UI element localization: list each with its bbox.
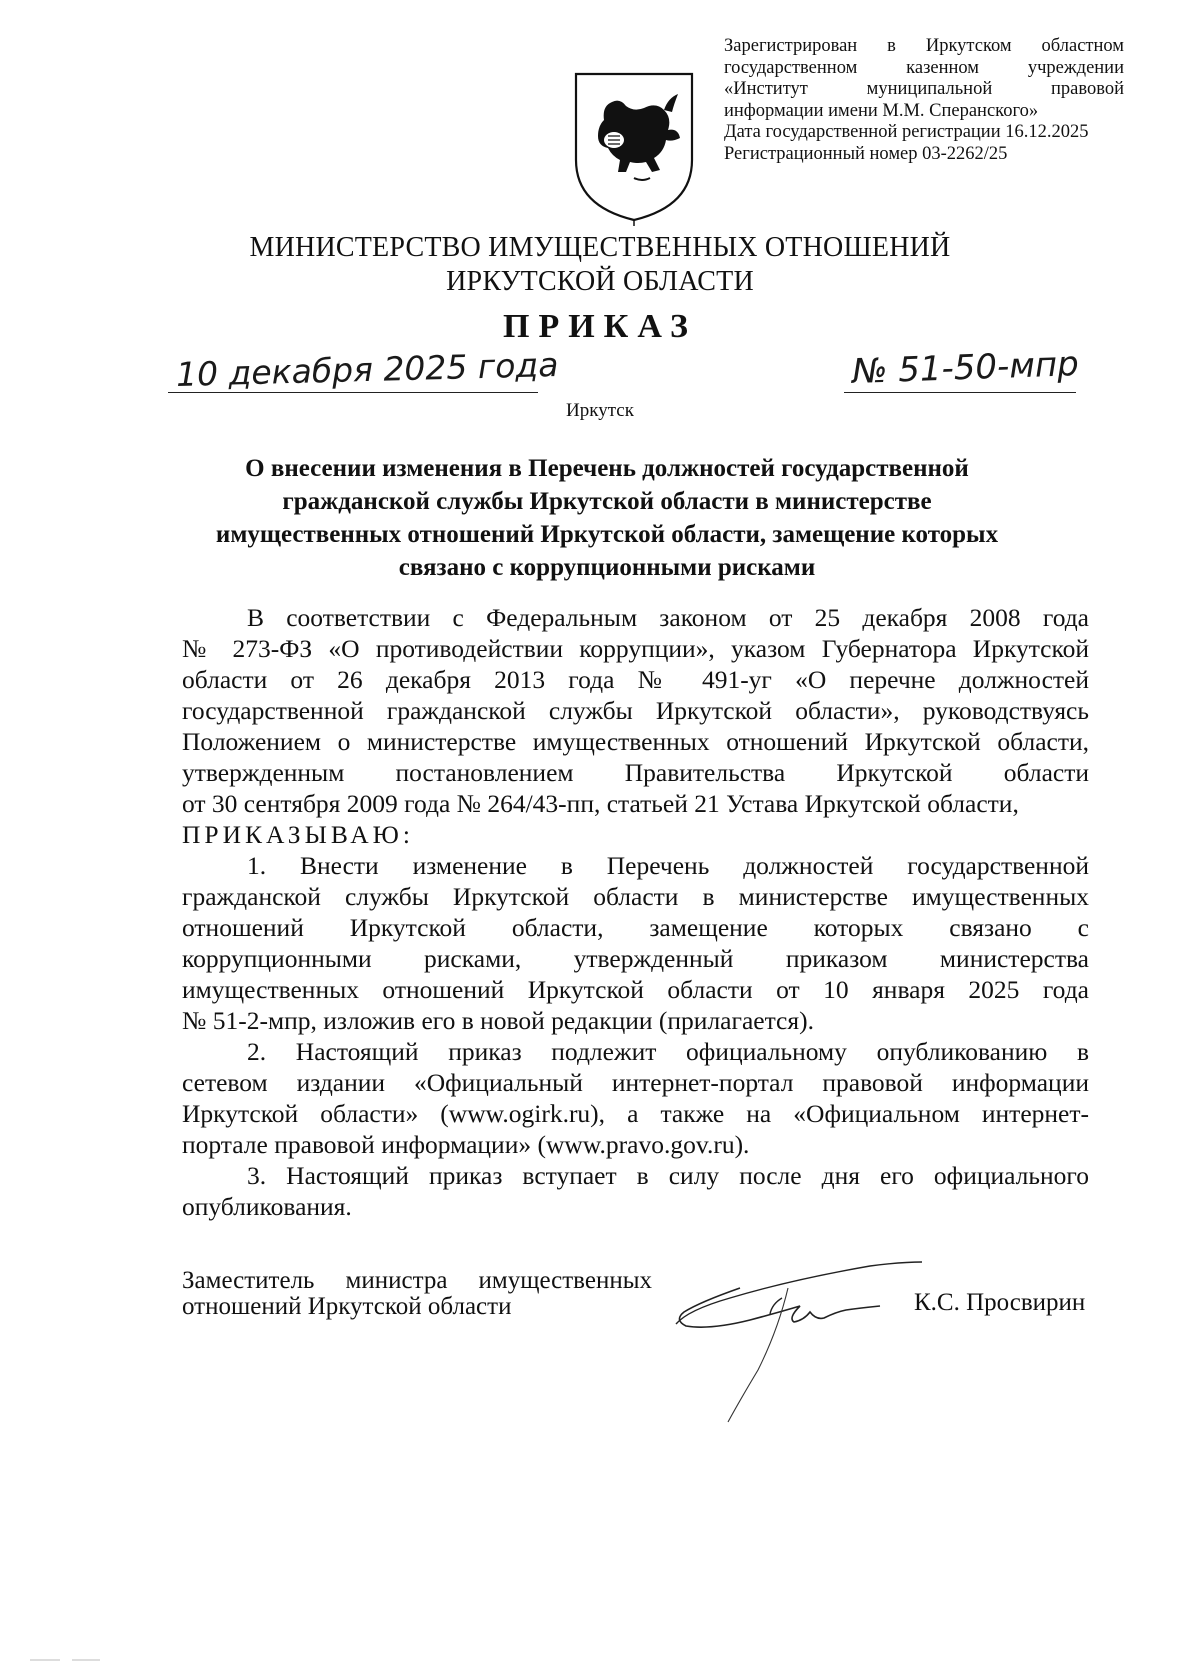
subject-line: О внесении изменения в Перечень должностей государственной (245, 455, 969, 482)
subject-line: гражданской службы Иркутской области в министерстве (282, 488, 932, 515)
item1-line: отношений Иркутской области, замещение которых связано с (182, 913, 1089, 942)
date-underline (168, 392, 538, 393)
order-word: ПРИКАЗЫВАЮ: (182, 820, 414, 849)
handwritten-date: 10 декабря 2025 года (175, 345, 559, 394)
item1-line: гражданской службы Иркутской области в министерстве имущественных (182, 882, 1089, 911)
item3-line: опубликования. (182, 1192, 352, 1221)
handwritten-signature-icon (670, 1240, 970, 1440)
ministry-name-line1: МИНИСТЕРСТВО ИМУЩЕСТВЕННЫХ ОТНОШЕНИЙ (249, 232, 951, 263)
handwritten-number: № 51-50-мпр (851, 344, 1080, 392)
item2-line: 2. Настоящий приказ подлежит официальному опубликованию в (247, 1037, 1089, 1066)
position-line: отношений Иркутской области (182, 1293, 512, 1320)
item1-line: имущественных отношений Иркутской области от 10 января 2025 года (182, 975, 1089, 1004)
item2-line: портале правовой информации» (www.pravo.gov.ru). (182, 1130, 750, 1159)
signatory-name: К.С. Просвирин (914, 1289, 1086, 1316)
item3-line: 3. Настоящий приказ вступает в силу после дня его официального (247, 1161, 1089, 1190)
item2-line: сетевом издании «Официальный интернет-портал правовой информации (182, 1068, 1089, 1097)
document-type-title: ПРИКАЗ (503, 308, 697, 345)
preamble-line: утвержденным постановлением Правительства Иркутской области (182, 758, 1089, 787)
item1-line: 1. Внести изменение в Перечень должностей государственной (247, 851, 1089, 880)
preamble-line: Положением о министерстве имущественных отношений Иркутской области, (182, 727, 1089, 756)
preamble-line: области от 26 декабря 2013 года № 491-уг «О перечне должностей (182, 665, 1089, 694)
ministry-name-line2: ИРКУТСКОЙ ОБЛАСТИ (446, 266, 754, 297)
preamble-line: государственной гражданской службы Иркутской области», руководствуясь (182, 696, 1089, 725)
registration-line: «Институт муниципальной правовой (724, 79, 1124, 99)
registration-line: Зарегистрирован в Иркутском областном (724, 36, 1124, 56)
item2-line: Иркутской области» (www.ogirk.ru), а также на «Официальном интернет- (182, 1099, 1089, 1128)
document-subject (172, 452, 1042, 584)
subject-line: имущественных отношений Иркутской области, замещение которых (215, 521, 999, 548)
coat-of-arms-icon (568, 68, 700, 228)
scan-artifact-icon (30, 1656, 130, 1664)
item1-line: коррупционными рисками, утвержденный приказом министерства (182, 944, 1089, 973)
document-body (182, 602, 1089, 1222)
city-label: Иркутск (566, 400, 634, 421)
subject-line: связано с коррупционными рисками (398, 554, 816, 581)
registration-line: государственном казенном учреждении (724, 57, 1124, 78)
registration-stamp (724, 36, 1124, 165)
item1-line: № 51-2-мпр, изложив его в новой редакции (прилагается). (182, 1006, 814, 1035)
preamble-line: от 30 сентября 2009 года № 264/43-пп, статьей 21 Устава Иркутской области, (182, 789, 1019, 818)
position-line: Заместитель министра имущественных (182, 1267, 652, 1294)
registration-line: информации имени М.М. Сперанского» (724, 100, 1039, 121)
registration-line: Дата государственной регистрации 16.12.2025 (724, 122, 1089, 142)
signatory-position (182, 1268, 652, 1320)
registration-line: Регистрационный номер 03-2262/25 (724, 143, 1008, 164)
preamble-line: В соответствии с Федеральным законом от 25 декабря 2008 года (247, 603, 1089, 632)
number-underline (844, 392, 1076, 393)
preamble-line: № 273-ФЗ «О противодействии коррупции», указом Губернатора Иркутской (182, 634, 1089, 663)
